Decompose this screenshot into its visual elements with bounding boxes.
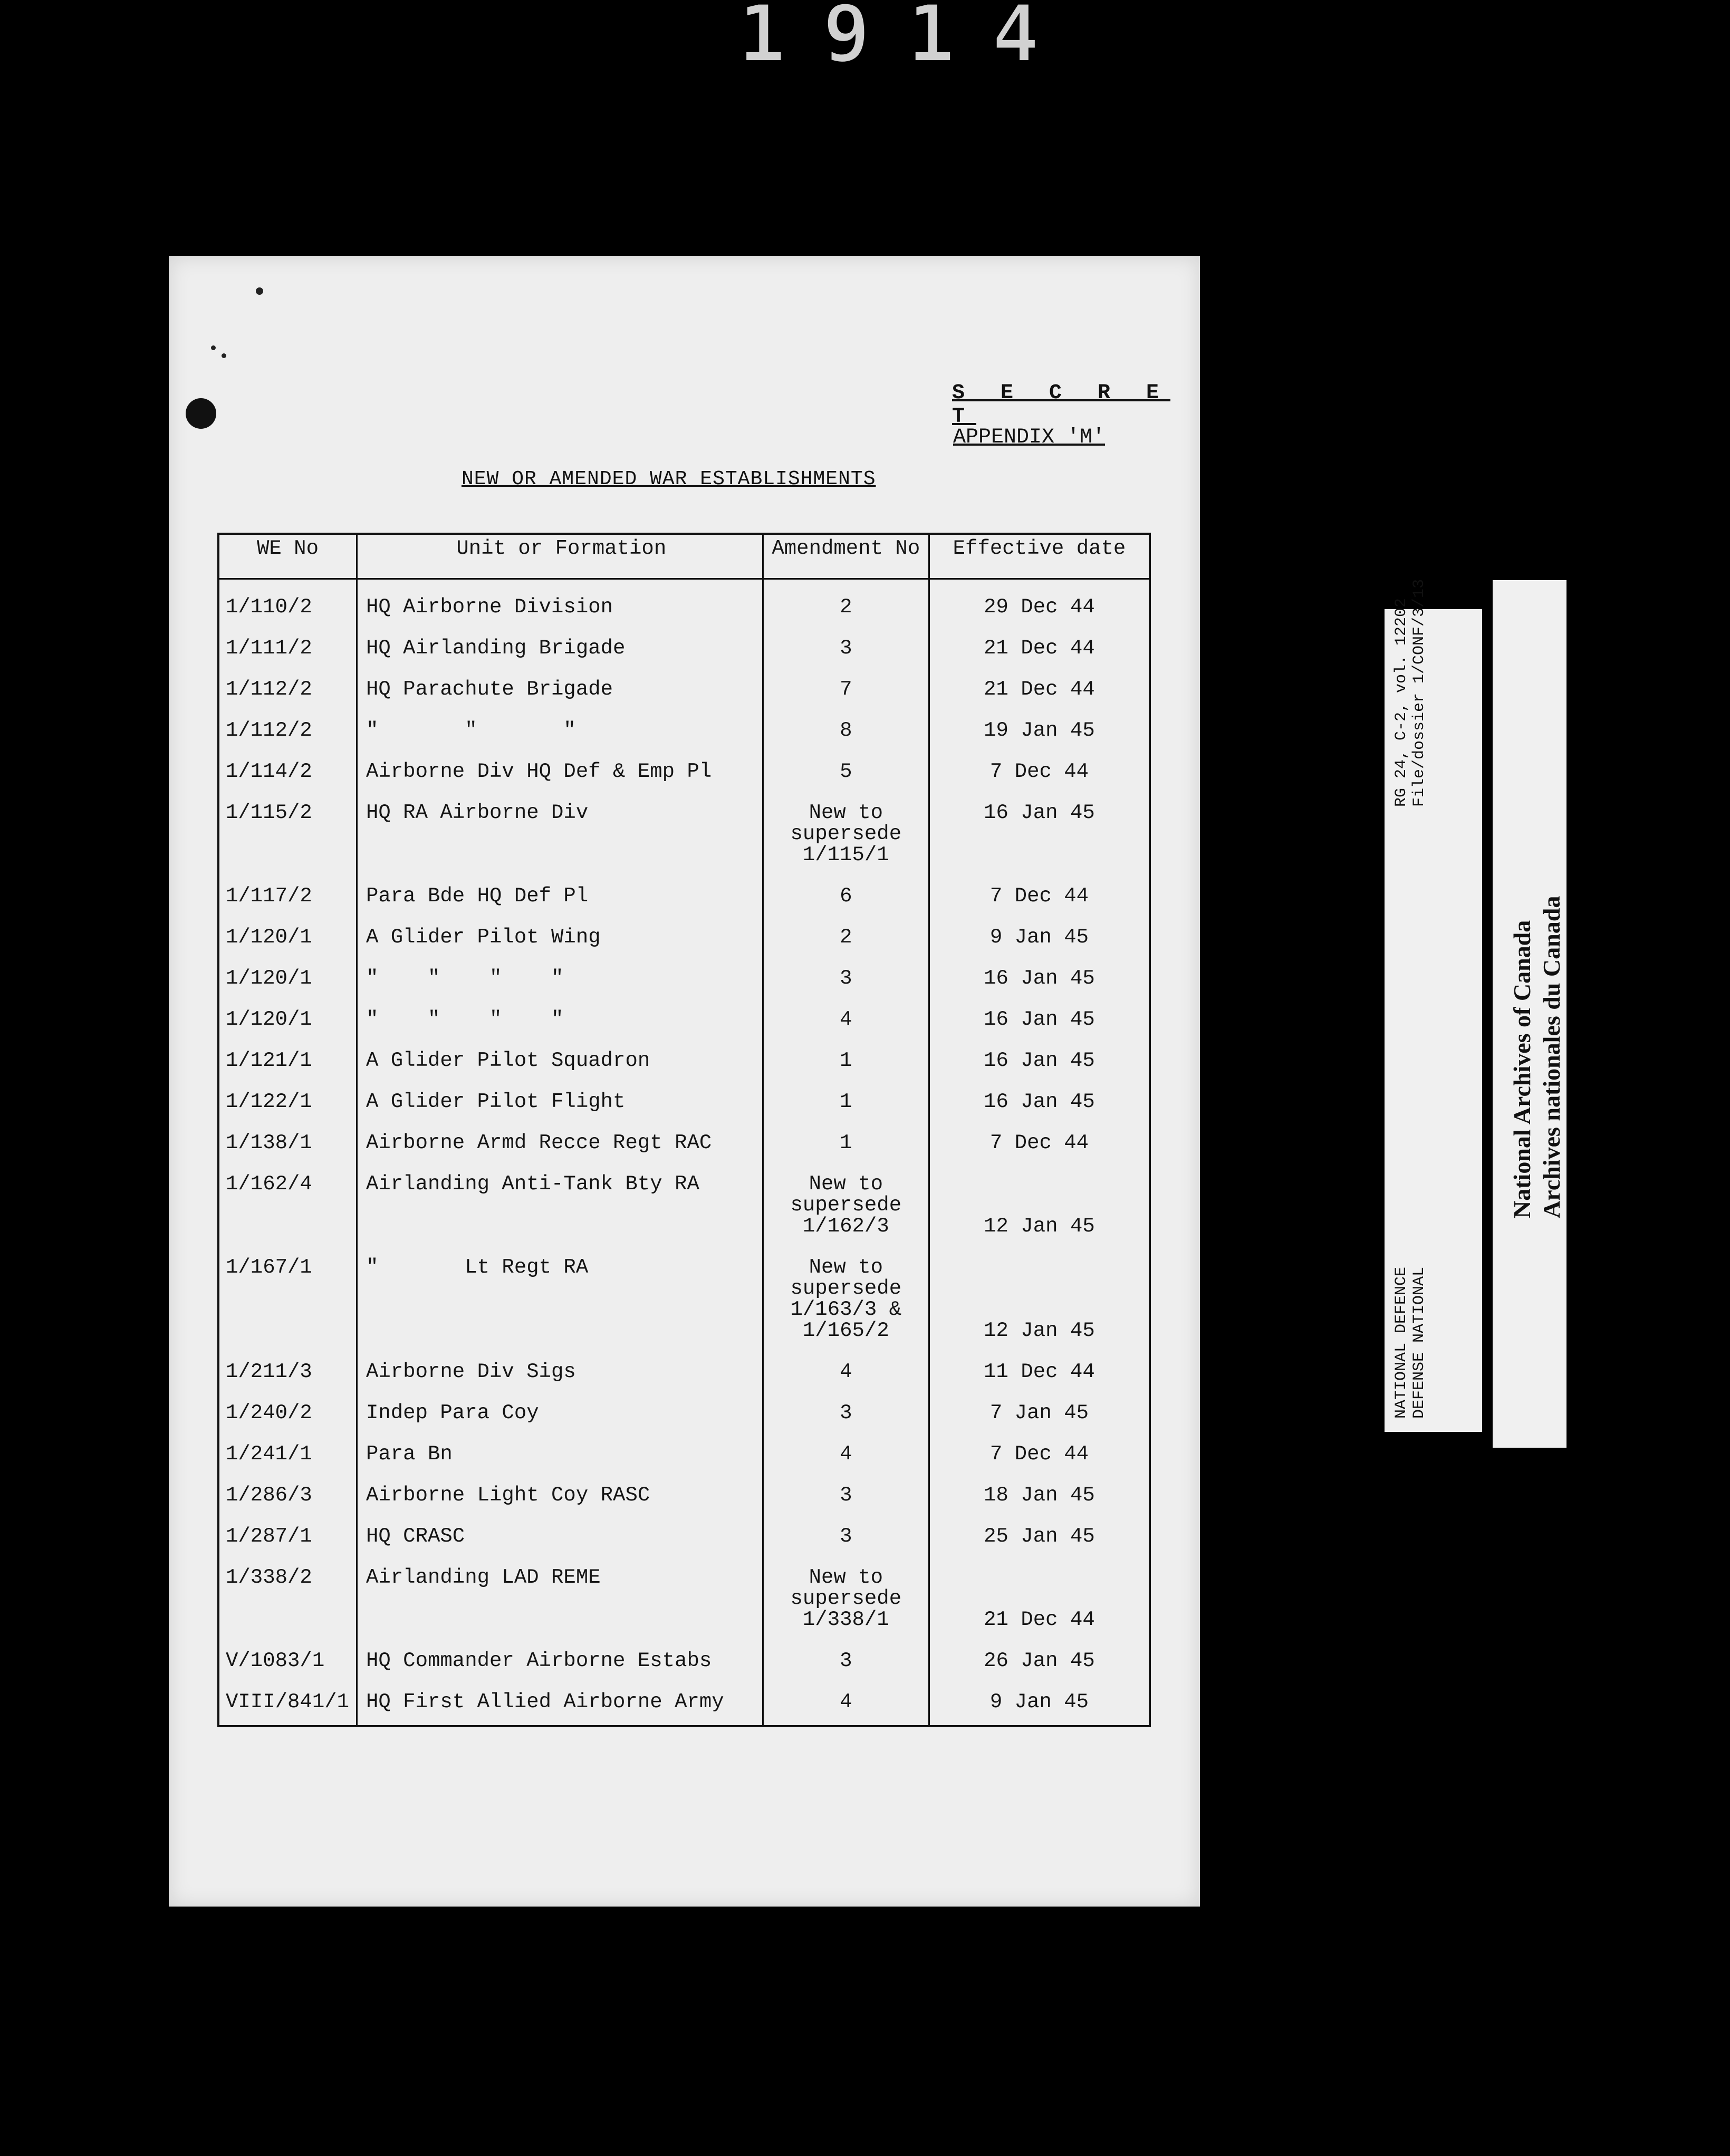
unit-cell: HQ RA Airborne Div (357, 782, 763, 865)
unit-cell: Para Bde HQ Def Pl (357, 865, 763, 907)
effective-date-cell: 16 Jan 45 (929, 989, 1150, 1030)
we-no-cell: 1/122/1 (218, 1071, 357, 1112)
amendment-cell: New to supersede 1/163/3 & 1/165/2 (763, 1237, 929, 1341)
we-no-cell: 1/112/2 (218, 659, 357, 700)
amendment-cell: 6 (763, 865, 929, 907)
amendment-cell: 3 (763, 1506, 929, 1547)
archive-reference (1392, 579, 1428, 807)
archive-name-en: National Archives of Canada (1508, 920, 1535, 1218)
effective-date-cell: 12 Jan 45 (929, 1237, 1150, 1341)
amendment-cell: 3 (763, 1465, 929, 1506)
table-header-row (218, 534, 1150, 579)
effective-date-cell: 18 Jan 45 (929, 1465, 1150, 1506)
amendment-cell: 2 (763, 579, 929, 618)
amendment-cell: 4 (763, 1341, 929, 1382)
we-no-cell: 1/286/3 (218, 1465, 357, 1506)
we-no-cell: 1/117/2 (218, 865, 357, 907)
unit-cell: HQ First Allied Airborne Army (357, 1671, 763, 1726)
unit-cell: A Glider Pilot Squadron (357, 1030, 763, 1071)
amendment-cell: 5 (763, 741, 929, 782)
effective-date-cell: 16 Jan 45 (929, 782, 1150, 865)
table-row (218, 907, 1150, 948)
unit-cell: Indep Para Coy (357, 1382, 763, 1423)
effective-date-cell: 26 Jan 45 (929, 1630, 1150, 1671)
effective-date-cell: 16 Jan 45 (929, 1071, 1150, 1112)
we-no-cell: 1/167/1 (218, 1237, 357, 1341)
table-row (218, 1382, 1150, 1423)
effective-date-cell: 7 Dec 44 (929, 741, 1150, 782)
unit-cell: A Glider Pilot Flight (357, 1071, 763, 1112)
we-no-cell: 1/114/2 (218, 741, 357, 782)
we-no-cell: 1/120/1 (218, 907, 357, 948)
effective-date-cell: 9 Jan 45 (929, 1671, 1150, 1726)
amendment-cell: New to supersede 1/338/1 (763, 1547, 929, 1630)
header-effective-date: Effective date (929, 534, 1150, 579)
we-no-cell: 1/138/1 (218, 1112, 357, 1153)
we-no-cell: VIII/841/1 (218, 1671, 357, 1726)
unit-cell: HQ Airborne Division (357, 579, 763, 618)
department-label (1392, 1267, 1428, 1419)
table-row (218, 1112, 1150, 1153)
unit-cell: " " " " (357, 989, 763, 1030)
table-row (218, 1423, 1150, 1465)
table-row (218, 948, 1150, 989)
header-unit: Unit or Formation (357, 534, 763, 579)
table-row (218, 865, 1150, 907)
effective-date-cell: 7 Dec 44 (929, 1112, 1150, 1153)
amendment-cell: New to supersede 1/115/1 (763, 782, 929, 865)
table-row (218, 1071, 1150, 1112)
department-line-1: NATIONAL DEFENCE (1392, 1266, 1410, 1419)
unit-cell: " " " " (357, 948, 763, 989)
effective-date-cell: 7 Dec 44 (929, 865, 1150, 907)
archive-name-fr: Archives nationales du Canada (1538, 896, 1565, 1218)
table-row (218, 1506, 1150, 1547)
amendment-cell: 8 (763, 700, 929, 741)
unit-cell: A Glider Pilot Wing (357, 907, 763, 948)
effective-date-cell: 11 Dec 44 (929, 1341, 1150, 1382)
table-row (218, 1153, 1150, 1237)
we-no-cell: 1/241/1 (218, 1423, 357, 1465)
header-amendment: Amendment No (763, 534, 929, 579)
amendment-cell: 3 (763, 618, 929, 659)
effective-date-cell: 21 Dec 44 (929, 659, 1150, 700)
reference-line-1: RG 24, C-2, vol. 12202 (1392, 598, 1410, 807)
amendment-cell: New to supersede 1/162/3 (763, 1153, 929, 1237)
table-row (218, 1341, 1150, 1382)
effective-date-cell: 12 Jan 45 (929, 1153, 1150, 1237)
table-row (218, 618, 1150, 659)
table-row (218, 782, 1150, 865)
we-no-cell: 1/120/1 (218, 989, 357, 1030)
reference-line-2: File/dossier 1/CONF/3/13 (1410, 579, 1428, 807)
we-no-cell: 1/112/2 (218, 700, 357, 741)
unit-cell: HQ CRASC (357, 1506, 763, 1547)
we-no-cell: V/1083/1 (218, 1630, 357, 1671)
unit-cell: Airborne Armd Recce Regt RAC (357, 1112, 763, 1153)
table-row (218, 659, 1150, 700)
amendment-cell: 3 (763, 1382, 929, 1423)
effective-date-cell: 25 Jan 45 (929, 1506, 1150, 1547)
table-row (218, 1237, 1150, 1341)
we-no-cell: 1/211/3 (218, 1341, 357, 1382)
punch-hole (186, 398, 216, 429)
unit-cell: " Lt Regt RA (357, 1237, 763, 1341)
we-no-cell: 1/115/2 (218, 782, 357, 865)
amendment-cell: 1 (763, 1030, 929, 1071)
unit-cell: HQ Airlanding Brigade (357, 618, 763, 659)
table-row (218, 700, 1150, 741)
unit-cell: Para Bn (357, 1423, 763, 1465)
effective-date-cell: 7 Dec 44 (929, 1423, 1150, 1465)
archive-name (1507, 896, 1566, 1218)
amendment-cell: 4 (763, 989, 929, 1030)
document-sheet (169, 256, 1200, 1907)
table-row (218, 989, 1150, 1030)
effective-date-cell: 7 Jan 45 (929, 1382, 1150, 1423)
unit-cell: Airborne Light Coy RASC (357, 1465, 763, 1506)
we-no-cell: 1/120/1 (218, 948, 357, 989)
we-no-cell: 1/110/2 (218, 579, 357, 618)
table-row (218, 1547, 1150, 1630)
archive-stamp-number: 1914 (738, 0, 1077, 80)
effective-date-cell: 19 Jan 45 (929, 700, 1150, 741)
table-row (218, 1465, 1150, 1506)
amendment-cell: 1 (763, 1071, 929, 1112)
amendment-cell: 3 (763, 1630, 929, 1671)
unit-cell: " " " (357, 700, 763, 741)
department-line-2: DEFENSE NATIONAL (1410, 1266, 1428, 1419)
amendment-cell: 4 (763, 1423, 929, 1465)
we-no-cell: 1/240/2 (218, 1382, 357, 1423)
table-row (218, 579, 1150, 618)
we-no-cell: 1/162/4 (218, 1153, 357, 1237)
classification-label: S E C R E T (952, 381, 1171, 429)
we-no-cell: 1/111/2 (218, 618, 357, 659)
table-body (218, 579, 1150, 1727)
we-no-cell: 1/121/1 (218, 1030, 357, 1071)
unit-cell: Airborne Div HQ Def & Emp Pl (357, 741, 763, 782)
table-row (218, 1630, 1150, 1671)
amendment-cell: 1 (763, 1112, 929, 1153)
we-table (217, 533, 1151, 1727)
effective-date-cell: 29 Dec 44 (929, 579, 1150, 618)
unit-cell: HQ Parachute Brigade (357, 659, 763, 700)
we-no-cell: 1/287/1 (218, 1506, 357, 1547)
table-row (218, 1030, 1150, 1071)
unit-cell: Airlanding Anti-Tank Bty RA (357, 1153, 763, 1237)
amendment-cell: 7 (763, 659, 929, 700)
amendment-cell: 4 (763, 1671, 929, 1726)
effective-date-cell: 21 Dec 44 (929, 1547, 1150, 1630)
unit-cell: HQ Commander Airborne Estabs (357, 1630, 763, 1671)
effective-date-cell: 9 Jan 45 (929, 907, 1150, 948)
effective-date-cell: 21 Dec 44 (929, 618, 1150, 659)
effective-date-cell: 16 Jan 45 (929, 948, 1150, 989)
ink-speck (222, 353, 226, 358)
unit-cell: Airlanding LAD REME (357, 1547, 763, 1630)
ink-speck (256, 287, 263, 295)
appendix-label: APPENDIX 'M' (953, 426, 1106, 449)
table-row (218, 741, 1150, 782)
table-row (218, 1671, 1150, 1726)
we-no-cell: 1/338/2 (218, 1547, 357, 1630)
effective-date-cell: 16 Jan 45 (929, 1030, 1150, 1071)
header-we-no: WE No (218, 534, 357, 579)
unit-cell: Airborne Div Sigs (357, 1341, 763, 1382)
ink-speck (211, 345, 216, 350)
document-title: NEW OR AMENDED WAR ESTABLISHMENTS (462, 468, 876, 490)
amendment-cell: 3 (763, 948, 929, 989)
amendment-cell: 2 (763, 907, 929, 948)
